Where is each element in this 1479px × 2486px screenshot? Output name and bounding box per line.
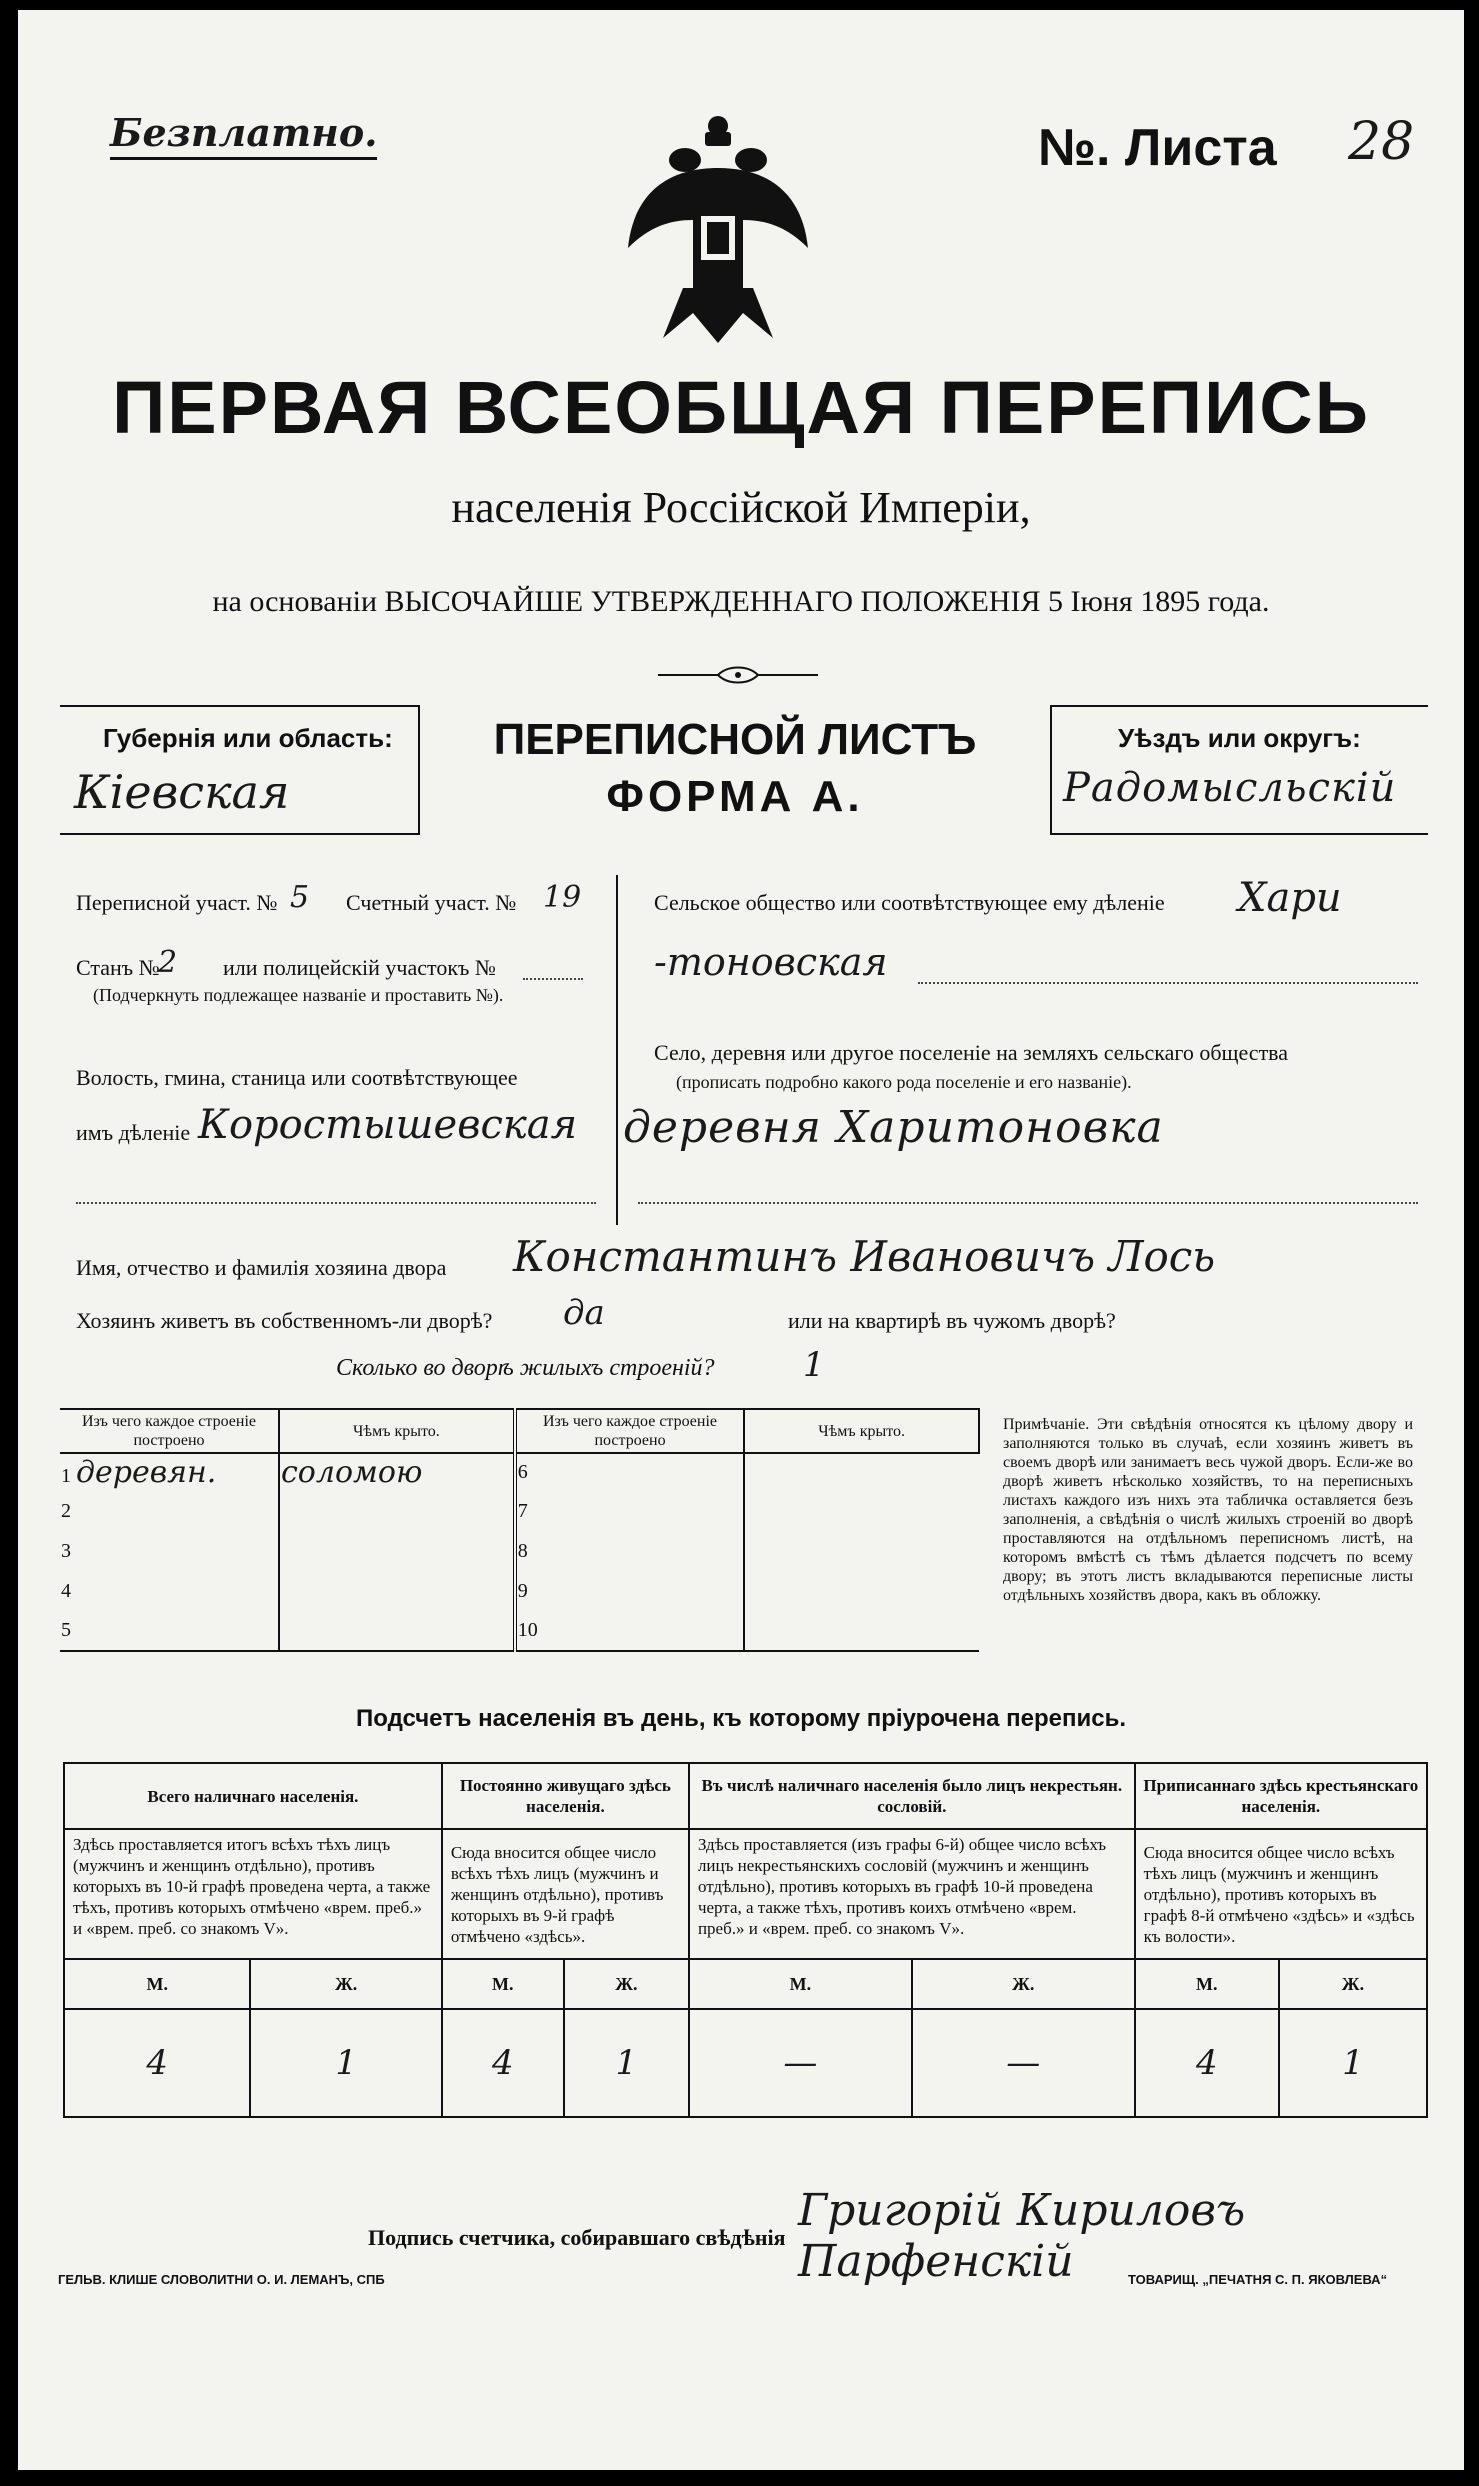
counting-area-label: Счетный участ. №: [346, 890, 517, 915]
pop-m-4: М.: [1135, 1959, 1279, 2009]
province-label: Губернія или область:: [103, 723, 393, 753]
buildings-row-6-roof: [744, 1453, 979, 1491]
signature-label: Подпись счетчика, собиравшаго свѣдѣнія: [368, 2225, 786, 2250]
section-divider: [616, 875, 618, 1225]
pop-val-registered-m: 4: [1135, 2009, 1279, 2117]
village-value: деревня Харитоновка: [623, 1102, 1164, 1153]
rural-society-label: Сельское общество или соотвѣтствующее ему дѣленіе: [654, 890, 1165, 915]
buildings-note: Примѣчаніе. Эти свѣдѣнія относятся къ цѣлому двору и заполняются только въ случаѣ, если хозяинъ живетъ въ своемъ дворѣ или занимаетъ весь чужой дворъ. Если-же во дворѣ живетъ нѣсколько хозяйствъ, то на переписныхъ листахъ каждого изъ нихъ эта табличка оставляется безъ заполненія, а свѣдѣнія о числѣ жилыхъ строеній во дворѣ проставляются на отдѣльномъ переписномъ листѣ, на которомъ вмѣстѣ съ тѣмъ дѣлается подсчетъ по всему двору; въ этотъ листъ вкладываются переписные листы отдѣльныхъ хозяйствъ двора, какъ въ обложку.: [1003, 1416, 1413, 1604]
pop-desc-present: Здѣсь проставляется итогъ всѣхъ тѣхъ лицъ (мужчинъ и женщинъ отдѣльно), противъ которыхъ въ 10-й графѣ проведена черта, а также тѣхъ, противъ которыхъ отмѣчено «врем. преб.» и «врем. преб. со знакомъ V».: [64, 1829, 442, 1959]
volost-label-2: имъ дѣленіе: [76, 1120, 191, 1145]
village-instruction: (прописать подробно какого рода поселеніе и его названіе).: [676, 1072, 1132, 1092]
pop-m-1: М.: [64, 1959, 250, 2009]
form-letter: ФОРМА А.: [606, 772, 864, 821]
buildings-row-1: 1 деревян.: [60, 1453, 279, 1491]
imperial-eagle-icon: [623, 108, 813, 348]
rural-society-value-1: Хари: [1238, 875, 1342, 921]
buildings-col-roof: Чѣмъ крыто.: [279, 1409, 515, 1453]
census-subtitle: населенія Россійской Имперіи,: [451, 483, 1031, 532]
district-value: Радомысльскій: [1063, 765, 1397, 811]
buildings-row-9: 9: [515, 1571, 744, 1611]
form-title: ПЕРЕПИСНОЙ ЛИСТЪ: [493, 715, 977, 764]
pop-val-non-peasant-f: —: [912, 2009, 1135, 2117]
buildings-row-7: 7: [515, 1491, 744, 1531]
volost-label-1: Волость, гмина, станица или соотвѣтствующее: [76, 1065, 518, 1090]
residential-buildings-label: Сколько во дворѣ жилыхъ строеній?: [336, 1355, 715, 1381]
pop-m-3: М.: [689, 1959, 912, 2009]
free-label: Безплатно.: [110, 110, 377, 160]
pop-f-3: Ж.: [912, 1959, 1135, 2009]
pop-m-2: М.: [442, 1959, 564, 2009]
owner-own-yard-label: Хозяинъ живетъ въ собственномъ-ли дворѣ?: [76, 1308, 493, 1333]
pop-f-1: Ж.: [250, 1959, 441, 2009]
buildings-row-6: 6: [515, 1453, 744, 1491]
pop-col-registered: Приписаннаго здѣсь крестьянскаго населенія.: [1135, 1763, 1427, 1829]
buildings-row-2: 2: [60, 1491, 279, 1531]
volost-extra-line: [76, 1202, 596, 1204]
pop-val-permanent-m: 4: [442, 2009, 564, 2117]
stan-label: Станъ №: [76, 955, 160, 980]
pop-val-non-peasant-m: —: [689, 2009, 912, 2117]
printer-right: ТОВАРИЩ. „ПЕЧАТНЯ С. П. ЯКОВЛЕВА“: [1128, 2272, 1388, 2287]
pop-col-present: Всего наличнаго населенія.: [64, 1763, 442, 1829]
counting-area-value: 19: [543, 880, 582, 915]
population-heading: Подсчетъ населенія въ день, къ которому пріурочена перепись.: [356, 1705, 1126, 1732]
buildings-row-5: 5: [60, 1611, 279, 1651]
pop-col-permanent: Постоянно живущаго здѣсь населенія.: [442, 1763, 689, 1829]
sheet-number-value: 28: [1348, 112, 1415, 172]
owner-name-value: Константинъ Ивановичъ Лось: [513, 1232, 1216, 1281]
pop-col-non-peasant: Въ числѣ наличнаго населенія было лицъ некрестьян. сословій.: [689, 1763, 1135, 1829]
pop-val-present-m: 4: [64, 2009, 250, 2117]
buildings-row-4: 4: [60, 1571, 279, 1611]
village-extra-line: [638, 1202, 1418, 1204]
buildings-row-3: 3: [60, 1531, 279, 1571]
residential-buildings-value: 1: [803, 1345, 825, 1385]
buildings-col-material: Изъ чего каждое строеніе построено: [60, 1409, 279, 1453]
district-label: Уѣздъ или округъ:: [1118, 723, 1361, 753]
owner-name-label: Имя, отчество и фамилія хозяина двора: [76, 1255, 447, 1280]
pop-val-permanent-f: 1: [564, 2009, 689, 2117]
pop-val-registered-f: 1: [1279, 2009, 1427, 2117]
pop-f-4: Ж.: [1279, 1959, 1427, 2009]
owner-own-yard-value: да: [563, 1293, 605, 1333]
volost-value: Коростышевская: [198, 1102, 578, 1148]
census-basis: на основаніи ВЫСОЧАЙШЕ УТВЕРЖДЕННАГО ПОЛОЖЕНІЯ 5 Іюня 1895 года.: [212, 585, 1270, 618]
rural-society-value-2: -тоновская: [654, 940, 888, 984]
buildings-col-roof-2: Чѣмъ крыто.: [744, 1409, 979, 1453]
census-title: ПЕРВАЯ ВСЕОБЩАЯ ПЕРЕПИСЬ: [112, 366, 1370, 449]
census-district-label: Переписной участ. №: [76, 890, 278, 915]
province-value: Кіевская: [74, 765, 290, 819]
police-precinct-line: [523, 978, 583, 980]
printer-left: ГЕЛЬВ. КЛИШЕ СЛОВОЛИТНИ О. И. ЛЕМАНЪ, СПБ: [58, 2272, 385, 2287]
buildings-col-material-2: Изъ чего каждое строеніе построено: [515, 1409, 744, 1453]
pop-desc-registered: Сюда вносится общее число всѣхъ тѣхъ лицъ (мужчинъ и женщинъ отдѣльно), противъ которыхъ въ графѣ 8-й отмѣчено «здѣсь» и «здѣсь къ волости».: [1135, 1829, 1427, 1959]
signature-value: Григорій Кириловъ Парфенскій: [798, 2185, 1246, 2287]
buildings-row-1-roof: соломою: [279, 1453, 515, 1491]
buildings-row-8: 8: [515, 1531, 744, 1571]
pop-desc-non-peasant: Здѣсь проставляется (изъ графы 6-й) общее число всѣхъ лицъ некрестьянскихъ сословій (мужчинъ и женщинъ отдѣльно), противъ которыхъ въ графѣ 10-й проведена черта, а также тѣхъ, противъ коихъ отмѣчено «врем. преб.» и «врем. преб. со знакомъ V».: [689, 1829, 1135, 1959]
buildings-table: [60, 1408, 980, 1652]
ornament-divider: [658, 665, 818, 685]
owner-rented-label: или на квартирѣ въ чужомъ дворѣ?: [788, 1308, 1116, 1333]
census-sheet: [18, 10, 1464, 2470]
rural-society-line: [918, 982, 1418, 984]
pop-f-2: Ж.: [564, 1959, 689, 2009]
census-district-value: 5: [290, 880, 310, 915]
stan-value: 2: [158, 945, 178, 980]
population-table: [63, 1762, 1428, 2118]
pop-val-present-f: 1: [250, 2009, 441, 2117]
underline-instruction: (Подчеркнуть подлежащее названіе и проставить №).: [93, 985, 504, 1005]
buildings-row-10: 10: [515, 1611, 744, 1651]
village-label: Село, деревня или другое поселеніе на земляхъ сельскаго общества: [654, 1040, 1289, 1065]
sheet-number-label: №. Листа: [1038, 119, 1277, 177]
police-precinct-label: или полицейскій участокъ №: [223, 955, 496, 980]
pop-desc-permanent: Сюда вносится общее число всѣхъ тѣхъ лицъ (мужчинъ и женщинъ отдѣльно), противъ которыхъ въ 9-й графѣ отмѣчено «здѣсь».: [442, 1829, 689, 1959]
